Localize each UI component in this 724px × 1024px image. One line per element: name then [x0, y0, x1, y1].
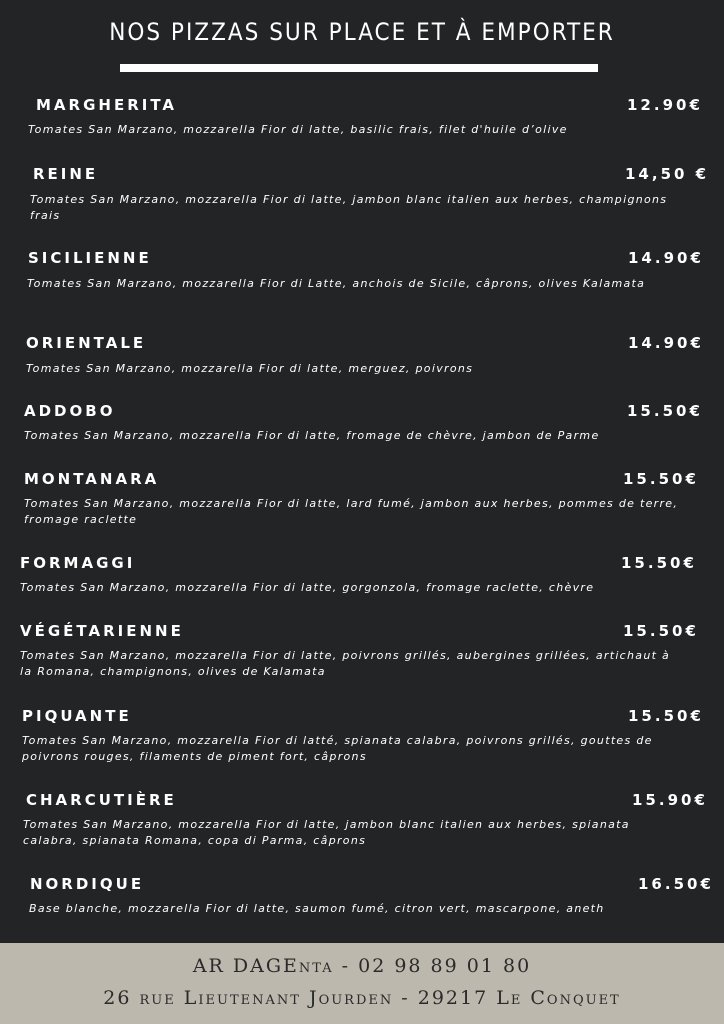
pizza-name: SICILIENNE [28, 249, 152, 267]
pizza-description: Base blanche, mozzarella Fior di latte, saumon fumé, citron vert, mascarpone, aneth [29, 902, 605, 915]
pizza-price: 14.90€ [628, 249, 704, 267]
pizza-name: ADDOBO [24, 402, 116, 420]
footer [0, 943, 724, 1024]
pizza-price: 16.50€ [638, 875, 714, 893]
pizza-description: Tomates San Marzano, mozzarella Fior di Latte, anchois de Sicile, câprons, olives Kalamata [27, 277, 646, 290]
footer-contact: AR DAGEnta - 02 98 89 01 80 [192, 955, 532, 977]
pizza-price: 15.50€ [623, 470, 699, 488]
pizza-price: 15.90€ [632, 791, 708, 809]
pizza-name: MARGHERITA [36, 96, 178, 114]
pizza-description: Tomates San Marzano, mozzarella Fior di latte, jambon blanc italien aux herbes, champignons frais [30, 193, 668, 222]
pizza-price: 14,50 € [625, 165, 710, 183]
pizza-price: 15.50€ [628, 707, 704, 725]
pizza-description: Tomates San Marzano, mozzarella Fior di latte, basilic frais, filet d'huile d’olive [28, 123, 568, 136]
pizza-name: MONTANARA [24, 470, 160, 488]
pizza-description: Tomates San Marzano, mozzarella Fior di latte, fromage de chèvre, jambon de Parme [24, 429, 600, 442]
page-title: NOS PIZZAS SUR PLACE ET À EMPORTER [109, 18, 615, 46]
pizza-description: Tomates San Marzano, mozzarella Fior di latte, poivrons grillés, aubergines grillées, artichaut à la Romana, champignons, olives de Kalamata [20, 649, 671, 678]
pizza-name: ORIENTALE [26, 334, 147, 352]
pizza-price: 15.50€ [627, 402, 703, 420]
pizza-name: REINE [33, 165, 99, 183]
pizza-description: Tomates San Marzano, mozzarella Fior di latte, gorgonzola, fromage raclette, chèvre [20, 581, 595, 594]
pizza-description: Tomates San Marzano, mozzarella Fior di latté, spianata calabra, poivrons grillés, gouttes de poivrons rouges, filaments de piment fort, câprons [22, 734, 653, 763]
pizza-description: Tomates San Marzano, mozzarella Fior di latte, lard fumé, jambon aux herbes, pommes de terre, fromage raclette [24, 497, 679, 526]
pizza-name: PIQUANTE [22, 707, 132, 725]
pizza-name: CHARCUTIÈRE [26, 791, 177, 809]
pizza-price: 12.90€ [627, 96, 703, 114]
pizza-price: 15.50€ [621, 554, 697, 572]
footer-address: 26 rue Lieutenant Jourden - 29217 Le Conquet [103, 987, 621, 1009]
pizza-name: NORDIQUE [30, 875, 145, 893]
pizza-description: Tomates San Marzano, mozzarella Fior di latte, jambon blanc italien aux herbes, spianata calabra, spianata Romana, copa di Parma, câprons [23, 818, 630, 847]
title-underline [120, 64, 598, 72]
pizza-price: 14.90€ [628, 334, 704, 352]
pizza-name: FORMAGGI [20, 554, 136, 572]
pizza-description: Tomates San Marzano, mozzarella Fior di latte, merguez, poivrons [26, 362, 474, 375]
pizza-price: 15.50€ [623, 622, 699, 640]
pizza-name: VÉGÉTARIENNE [20, 622, 184, 640]
